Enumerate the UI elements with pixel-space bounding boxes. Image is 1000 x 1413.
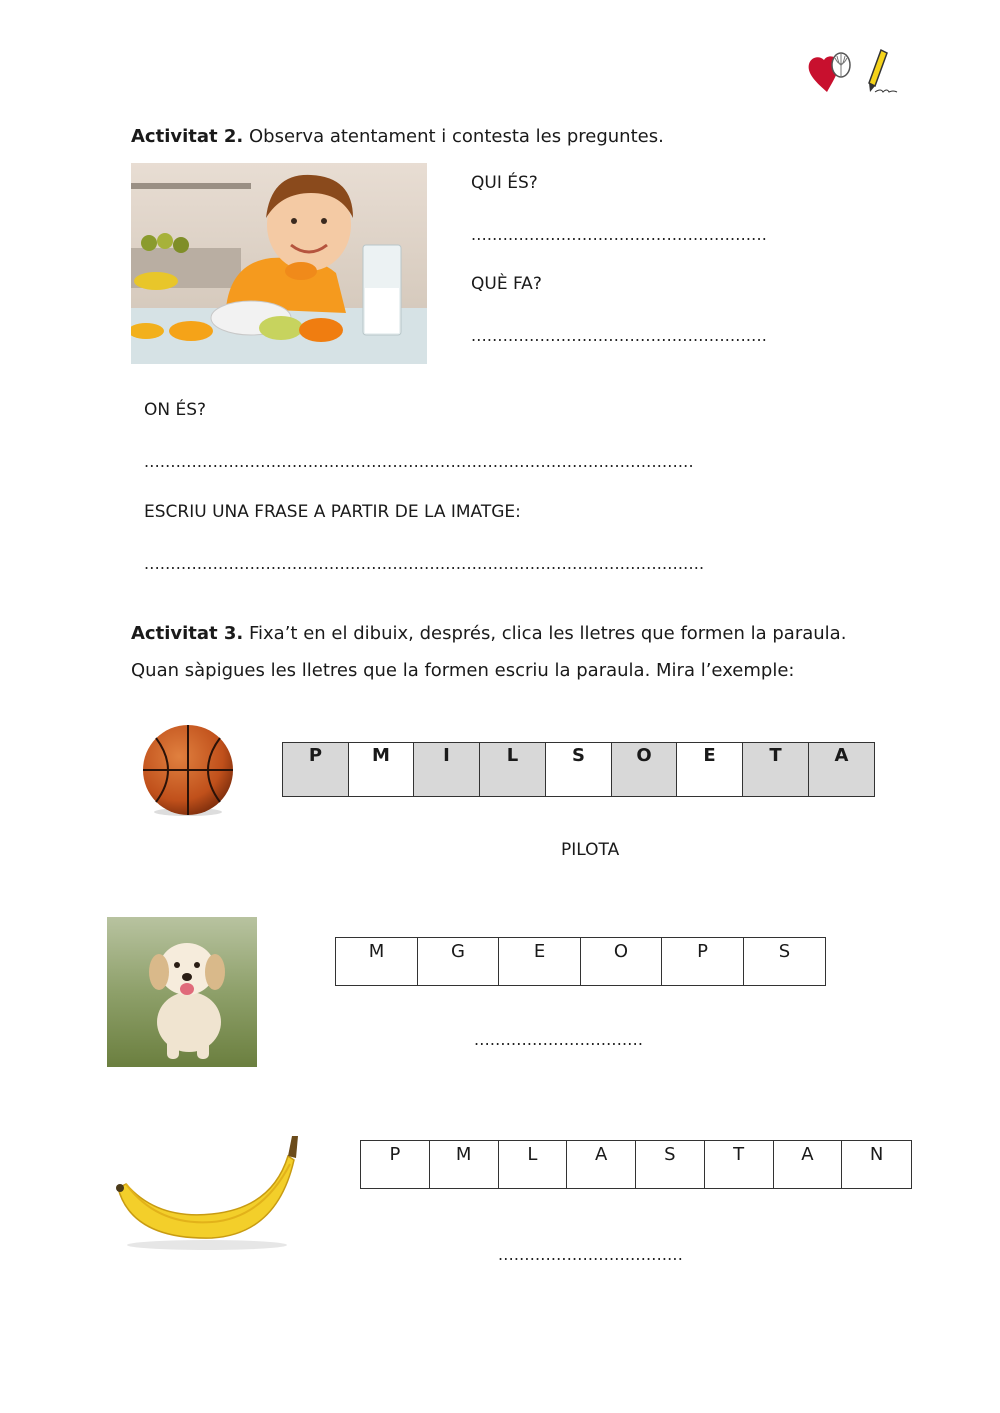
- letter-cell[interactable]: S: [636, 1141, 705, 1188]
- activity2-title-text: Observa atentament i contesta les preguntes.: [243, 126, 664, 147]
- letter-cell[interactable]: G: [418, 938, 499, 985]
- letter-cell[interactable]: S: [546, 743, 612, 796]
- letter-cell[interactable]: A: [567, 1141, 636, 1188]
- activity3-instructions: Quan sàpigues les lletres que la formen escriu la paraula. Mira l’exemple:: [131, 660, 795, 681]
- letter-cell[interactable]: O: [581, 938, 662, 985]
- puppy-photo: [107, 917, 257, 1067]
- header-logo: [805, 48, 900, 98]
- activity3-title-bold: Activitat 3.: [131, 623, 244, 644]
- sentence-answer-line[interactable]: ..........................................................................................................: [144, 554, 705, 573]
- question-where-answer-line[interactable]: ........................................................................................................: [144, 452, 694, 471]
- letter-cell[interactable]: E: [677, 743, 743, 796]
- boy-eating-fruit-photo: [131, 163, 427, 364]
- letter-cell[interactable]: T: [743, 743, 809, 796]
- question-what-answer-line[interactable]: ........................................................: [471, 326, 768, 345]
- activity3-title: [131, 623, 846, 645]
- letter-cell[interactable]: M: [349, 743, 414, 796]
- banana-answer-line[interactable]: ...................................: [498, 1245, 684, 1264]
- letter-cell[interactable]: L: [499, 1141, 568, 1188]
- letter-cell[interactable]: A: [774, 1141, 843, 1188]
- basketball-photo: [140, 722, 236, 818]
- question-what-label: QUÈ FA?: [471, 274, 542, 294]
- letter-cell[interactable]: A: [809, 743, 874, 796]
- question-who-label: QUI ÉS?: [471, 173, 538, 193]
- letter-cell[interactable]: M: [430, 1141, 499, 1188]
- letter-cell[interactable]: T: [705, 1141, 774, 1188]
- pencil-icon: [863, 48, 900, 98]
- letter-cell[interactable]: I: [414, 743, 480, 796]
- banana-photo: [112, 1130, 302, 1255]
- example-answer: PILOTA: [561, 840, 620, 860]
- letter-cell[interactable]: M: [336, 938, 418, 985]
- example-letter-grid: [282, 742, 875, 797]
- letter-cell[interactable]: E: [499, 938, 581, 985]
- question-where-label: ON ÉS?: [144, 400, 207, 420]
- letter-cell[interactable]: O: [612, 743, 677, 796]
- letter-cell[interactable]: L: [480, 743, 546, 796]
- activity2-title: [131, 126, 664, 148]
- sentence-prompt-label: ESCRIU UNA FRASE A PARTIR DE LA IMATGE:: [144, 502, 521, 522]
- activity2-title-bold: Activitat 2.: [131, 126, 244, 147]
- banana-letter-grid: [360, 1140, 912, 1189]
- question-who-answer-line[interactable]: ........................................................: [471, 225, 768, 244]
- letter-cell[interactable]: N: [869, 1144, 884, 1165]
- activity3-title-text: Fixa’t en el dibuix, després, clica les lletres que formen la paraula.: [243, 623, 847, 644]
- letter-cell[interactable]: S: [778, 941, 791, 962]
- letter-cell[interactable]: P: [361, 1141, 430, 1188]
- puppy-letter-grid: [335, 937, 826, 986]
- puppy-answer-line[interactable]: ................................: [474, 1030, 644, 1049]
- letter-cell[interactable]: P: [662, 938, 744, 985]
- letter-cell[interactable]: P: [283, 743, 349, 796]
